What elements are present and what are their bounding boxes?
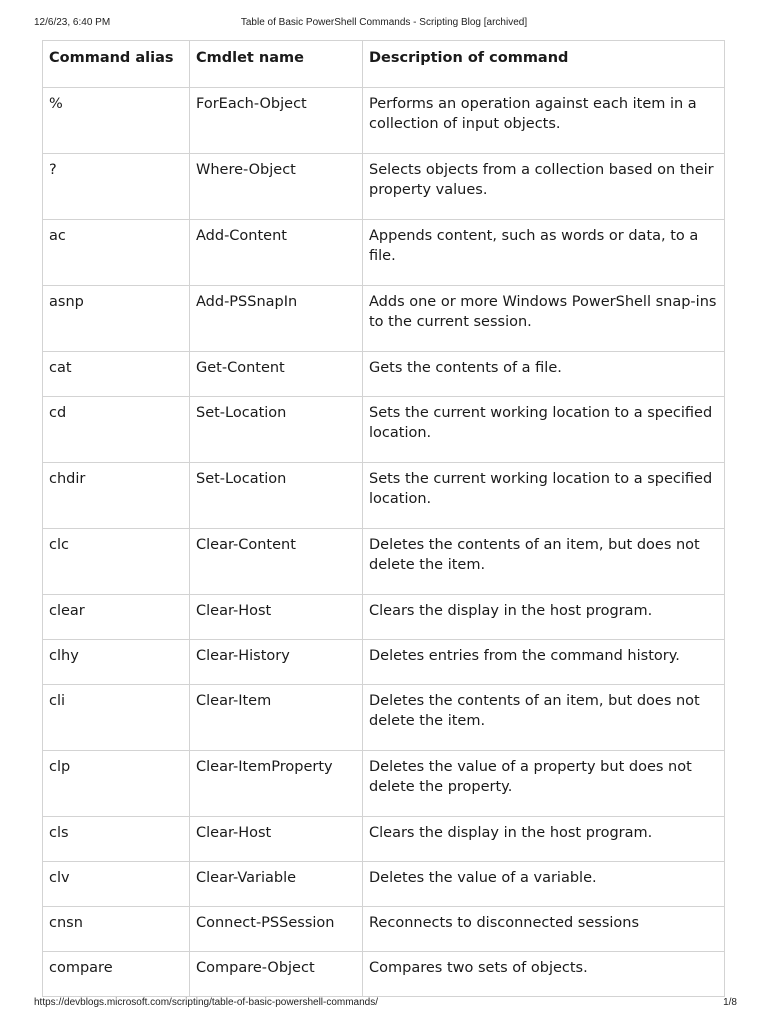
column-header-alias: Command alias (43, 41, 190, 88)
cmdlet-cell: Clear-ItemProperty (190, 751, 363, 817)
page-url: https://devblogs.microsoft.com/scripting/table-of-basic-powershell-commands/ (34, 997, 379, 1008)
description-cell: Selects objects from a collection based on their property values. (363, 154, 725, 220)
page-number: 1/8 (723, 997, 737, 1008)
alias-cell: cnsn (43, 907, 190, 952)
table-header-row (43, 41, 725, 88)
table-row (43, 751, 725, 817)
table-row (43, 817, 725, 862)
alias-cell: clv (43, 862, 190, 907)
cmdlet-cell: Clear-Host (190, 817, 363, 862)
table-row (43, 862, 725, 907)
cmdlet-cell: Where-Object (190, 154, 363, 220)
cmdlet-cell: Add-PSSnapIn (190, 286, 363, 352)
description-cell: Deletes the contents of an item, but does not delete the item. (363, 685, 725, 751)
description-cell: Adds one or more Windows PowerShell snap-ins to the current session. (363, 286, 725, 352)
alias-cell: cls (43, 817, 190, 862)
cmdlet-cell: Clear-Content (190, 529, 363, 595)
table-row (43, 220, 725, 286)
description-cell: Gets the contents of a file. (363, 352, 725, 397)
cmdlet-cell: Compare-Object (190, 952, 363, 997)
description-cell: Sets the current working location to a specified location. (363, 397, 725, 463)
table-row (43, 907, 725, 952)
table-row (43, 685, 725, 751)
alias-cell: asnp (43, 286, 190, 352)
cmdlet-cell: Clear-Item (190, 685, 363, 751)
description-cell: Performs an operation against each item in a collection of input objects. (363, 88, 725, 154)
description-cell: Sets the current working location to a specified location. (363, 463, 725, 529)
cmdlet-cell: Add-Content (190, 220, 363, 286)
commands-table (42, 40, 725, 997)
description-cell: Clears the display in the host program. (363, 817, 725, 862)
table-row (43, 463, 725, 529)
alias-cell: ac (43, 220, 190, 286)
table-row (43, 640, 725, 685)
cmdlet-cell: ForEach-Object (190, 88, 363, 154)
table-row (43, 595, 725, 640)
cmdlet-cell: Connect-PSSession (190, 907, 363, 952)
alias-cell: compare (43, 952, 190, 997)
alias-cell: chdir (43, 463, 190, 529)
cmdlet-cell: Set-Location (190, 463, 363, 529)
alias-cell: clc (43, 529, 190, 595)
description-cell: Compares two sets of objects. (363, 952, 725, 997)
print-page-title: Table of Basic PowerShell Commands - Scripting Blog [archived] (240, 17, 528, 28)
alias-cell: clear (43, 595, 190, 640)
table-row (43, 952, 725, 997)
description-cell: Reconnects to disconnected sessions (363, 907, 725, 952)
table-row (43, 397, 725, 463)
table-row (43, 529, 725, 595)
alias-cell: cat (43, 352, 190, 397)
alias-cell: ? (43, 154, 190, 220)
table-row (43, 352, 725, 397)
alias-cell: clhy (43, 640, 190, 685)
cmdlet-cell: Get-Content (190, 352, 363, 397)
alias-cell: clp (43, 751, 190, 817)
column-header-description: Description of command (363, 41, 725, 88)
description-cell: Deletes entries from the command history. (363, 640, 725, 685)
cmdlet-cell: Clear-History (190, 640, 363, 685)
print-datetime: 12/6/23, 6:40 PM (34, 17, 111, 28)
description-cell: Deletes the value of a property but does not delete the property. (363, 751, 725, 817)
table-row (43, 88, 725, 154)
table-row (43, 154, 725, 220)
cmdlet-cell: Clear-Variable (190, 862, 363, 907)
print-footer (0, 997, 768, 1011)
description-cell: Deletes the contents of an item, but does not delete the item. (363, 529, 725, 595)
column-header-cmdlet: Cmdlet name (190, 41, 363, 88)
alias-cell: cd (43, 397, 190, 463)
cmdlet-cell: Set-Location (190, 397, 363, 463)
description-cell: Deletes the value of a variable. (363, 862, 725, 907)
alias-cell: cli (43, 685, 190, 751)
print-header (0, 17, 768, 31)
cmdlet-cell: Clear-Host (190, 595, 363, 640)
description-cell: Clears the display in the host program. (363, 595, 725, 640)
table-row (43, 286, 725, 352)
description-cell: Appends content, such as words or data, to a file. (363, 220, 725, 286)
alias-cell: % (43, 88, 190, 154)
